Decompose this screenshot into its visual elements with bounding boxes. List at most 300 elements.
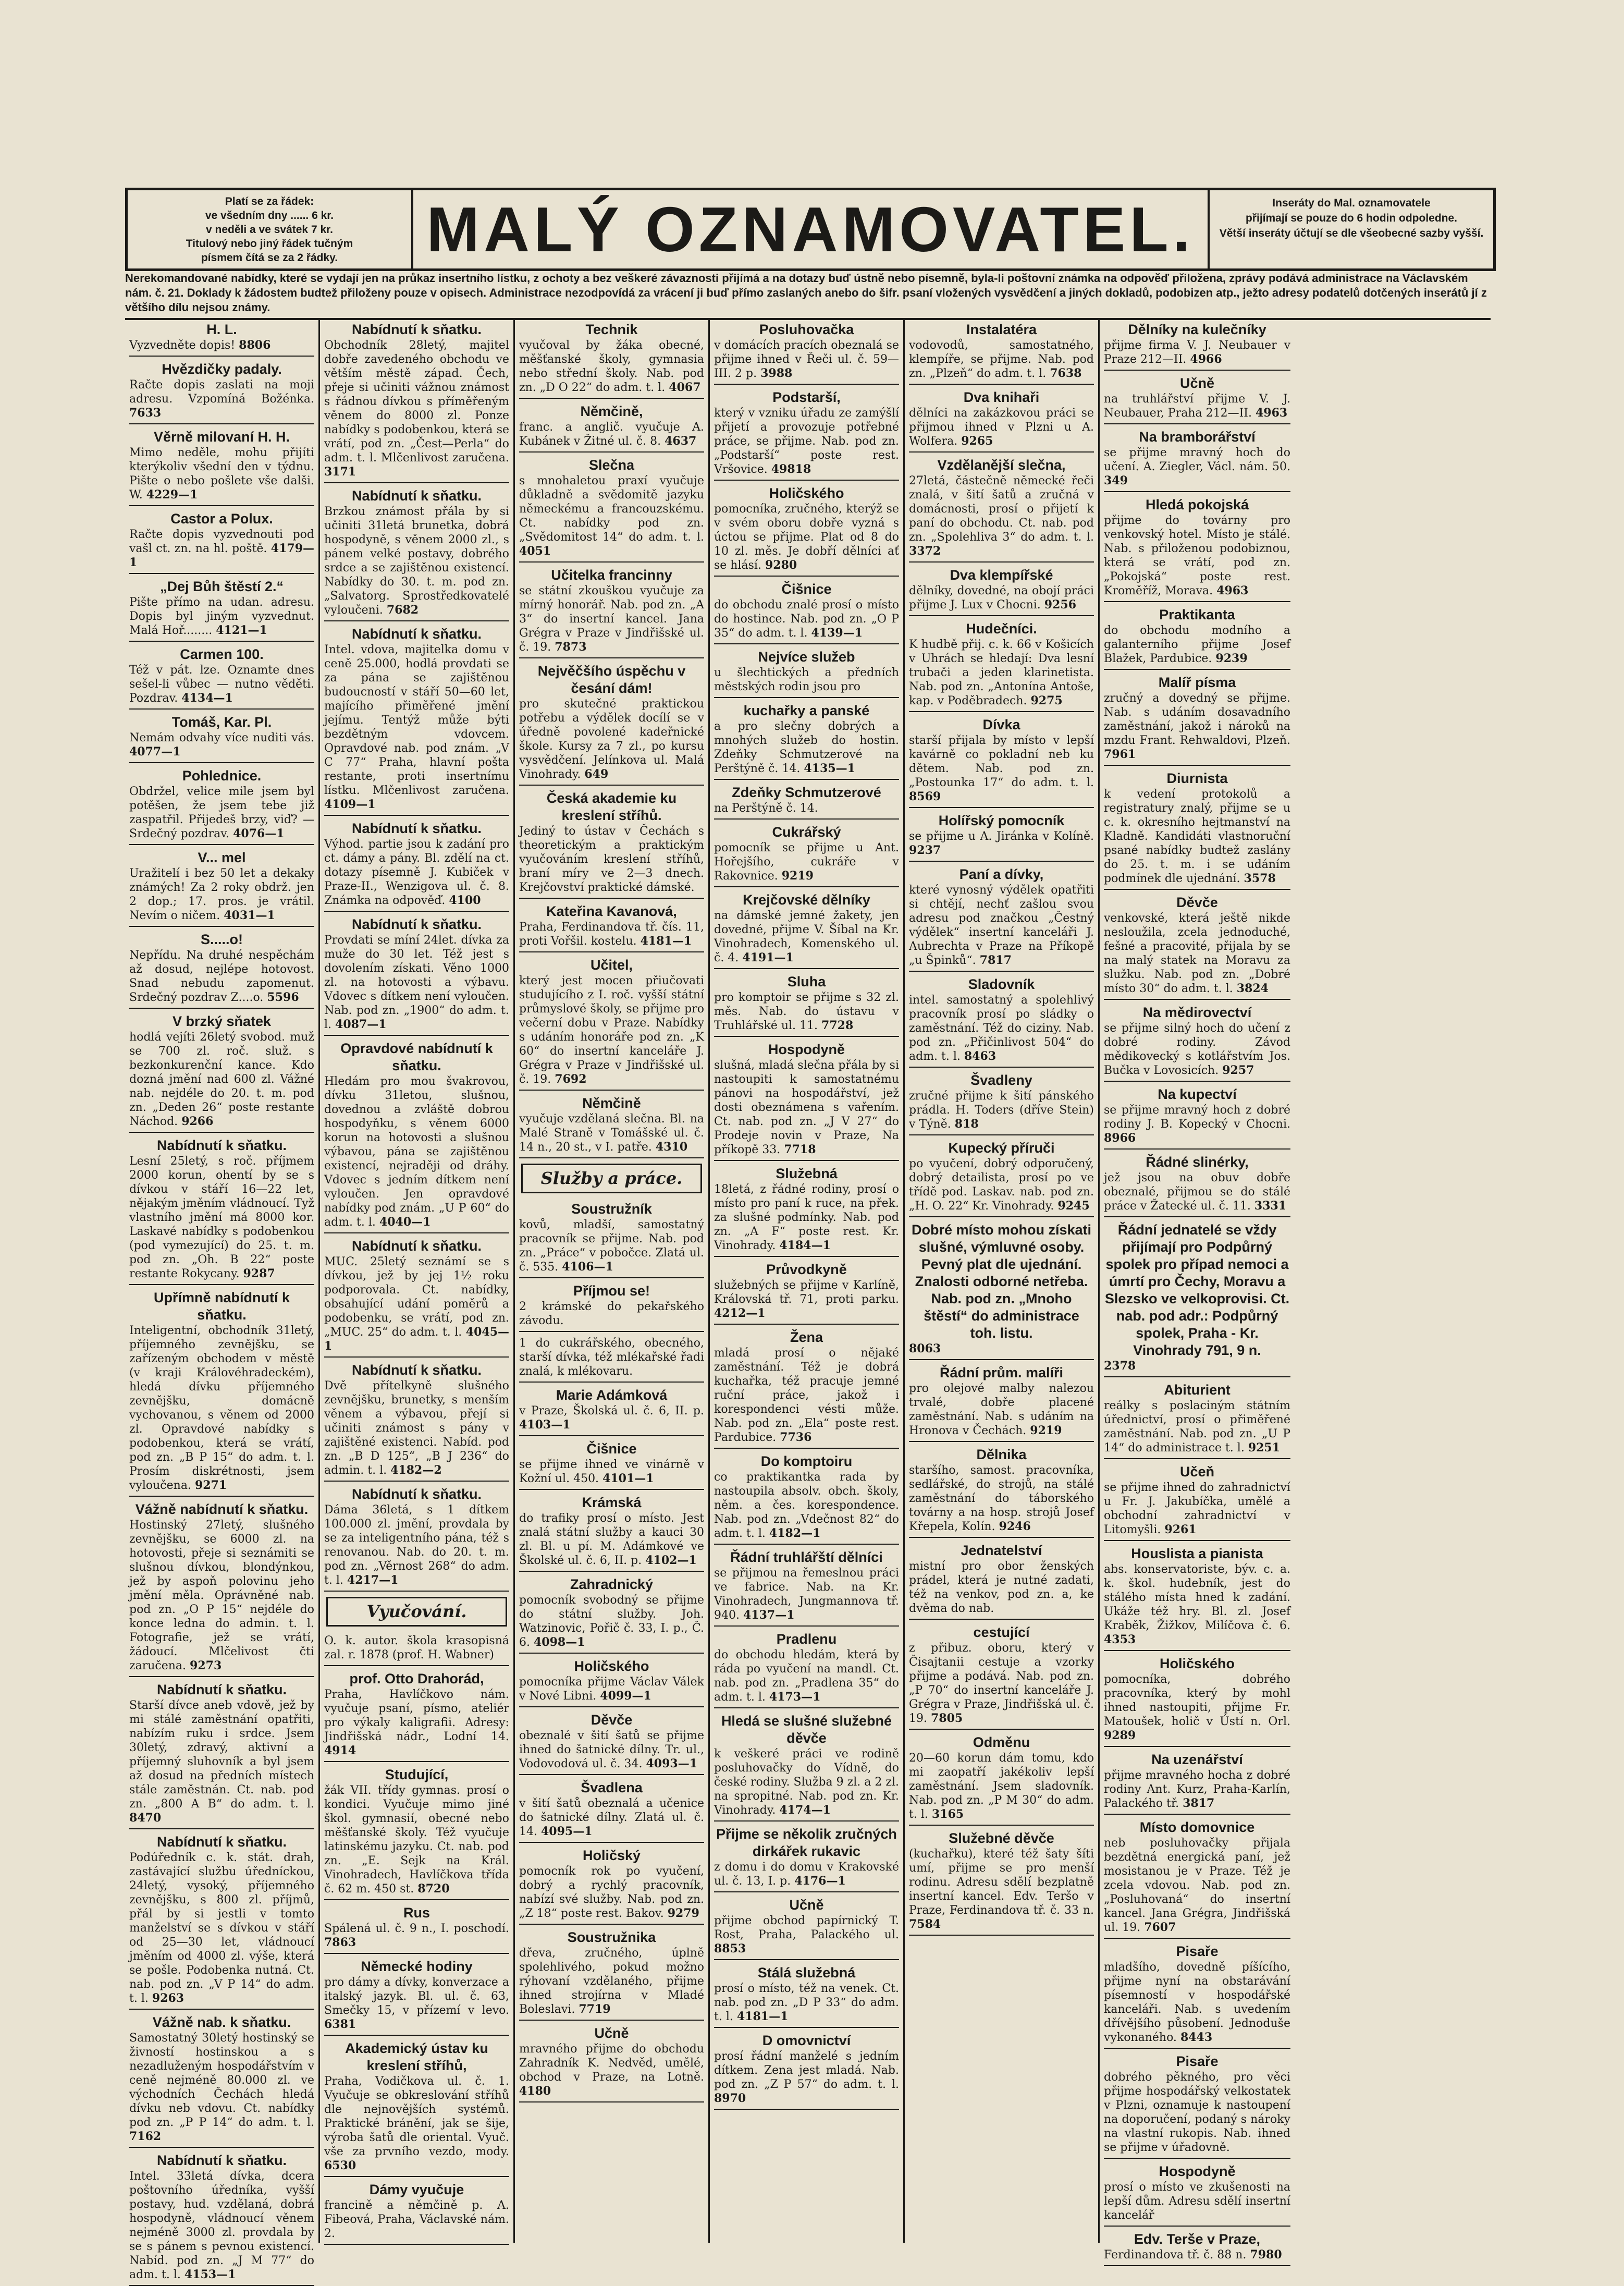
classified-ad [519, 1385, 704, 1436]
ad-body: prosí o místo, též na venek. Ct. nab. pod zn. „D P 33“ do adm. t. l. [714, 1982, 899, 2023]
ad-code: 4098—1 [534, 1635, 585, 1649]
ad-text [324, 1503, 509, 1587]
ad-code: 4184—1 [779, 1239, 831, 1252]
ad-title: Řádní jednatelé se vždy přijímají pro Podpůrný spolek pro případ nemoci a úmrtí pro Čechy, Moravu a Slezsko ve velkoprovisi. Ct. nab. pod adr.: Podpůrný spolek, Praha - Kr. Vinohrady 791, 9 n. [1104, 1222, 1290, 1358]
ad-body: pomocníka, dobrého pracovníka, který by mohl ihned nastoupiti, přijme Fr. Matoušek, holič v Ústí n. Orl. [1104, 1673, 1290, 1728]
column-5 [905, 319, 1100, 2243]
ad-text [519, 1112, 704, 1154]
classified-ad [714, 1547, 899, 1627]
classified-ad [909, 1138, 1094, 1217]
ad-body: a pro slečny dobrých a mnohých služeb do hostin. Zdeňky Schmutzerové na Perštýně č. 14. [714, 720, 899, 775]
ad-code: 9251 [1248, 1441, 1281, 1454]
ad-code: 4135—1 [804, 762, 855, 775]
ad-text [129, 338, 314, 352]
ad-code: 9237 [909, 844, 941, 857]
classified-ad [1104, 2161, 1290, 2227]
ad-body: Račte dopis zaslati na moji adresu. Vzpomíná Božénka. [129, 378, 314, 406]
ad-code: 7633 [129, 406, 162, 420]
ad-body: přijme firma V. J. Neubauer v Praze 212—II. [1104, 339, 1290, 366]
ad-title: Hospodyně [1159, 2163, 1236, 2179]
ad-body: dobrého pěkného, pro věci přijme hospodářský velkostatek v Plzni, oznamuje k nastoupení na doporučení, podaný s nároky na vlastní rukopis. Nab. ihned se přijme v úřadovně. [1104, 2071, 1290, 2154]
ad-text [1104, 911, 1290, 996]
ad-title: Nabídnutí k sňatku. [351, 1486, 482, 1502]
ad-title: Němčině, [580, 404, 643, 419]
ad-title: Diurnista [1166, 771, 1228, 786]
ad-code: 4963 [1256, 406, 1288, 420]
ad-code: 4045—1 [324, 1325, 509, 1353]
ad-text [909, 1089, 1094, 1131]
ad-body: Intel. vdova, majitelka domu v ceně 25.000, hodlá provdati se za pána se zajištěnou budoucností v stáří 50—60 let, majícího přiměřené jmění jejímu. Tentýž může býti bezdětným vdovcem. Opravdové nab. pod znám. „V C 77“ Praha, hlavní pošta restante, proti insertnímu lístku. Mlčenlivost zaručena. [324, 643, 509, 797]
ad-title: Hudečníci. [966, 621, 1037, 637]
ad-body: přijme do továrny pro venkovský hotel. Místo je stálé. Nab. s přiloženou podobiznou, která se vrátí, pod zn. „Pokojská“ poste rest. Kroměříž, Morava. [1104, 514, 1290, 597]
ad-body: (kuchařku), které též šaty šíti umí, přijme se pro menší rodinu. Adresu sdělí bezplatně insertní kancel. Edv. Teršo v Praze, Ferdinandova tř. č. 33 n. [909, 1848, 1094, 1917]
ad-code: 7719 [579, 2002, 611, 2016]
price-line: ve všedním dny ...... 6 kr. [205, 210, 334, 222]
ad-body: Račte dopis vyzvednouti pod vašl ct. zn. na hl. poště. [129, 528, 314, 555]
classified-ad [909, 1540, 1094, 1620]
ad-text [129, 1851, 314, 2006]
classified-ad [1104, 1219, 1290, 1377]
ad-code: 8970 [714, 2092, 746, 2105]
ad-body: O. k. autor. škola krasopisná zal. r. 1878 (prof. H. Wabner) [324, 1634, 509, 1661]
ad-code: 4067 [669, 381, 701, 394]
ad-text [1104, 691, 1290, 762]
ad-code: 4137—1 [743, 1608, 795, 1622]
ad-code: 4106—1 [562, 1260, 613, 1274]
ad-text [1104, 514, 1290, 598]
ad-text [129, 2169, 314, 2282]
ad-title: Akademický ústav ku kreslení stříhů, [345, 2040, 488, 2073]
ad-body: Nepřídu. Na druhé nespěchám až dosud, nejlépe hotovost. Snad nebudu zapomenut. Srdečný pozdrav Z....o. [129, 949, 314, 1004]
ad-code: 649 [584, 767, 609, 781]
classified-ad [909, 1828, 1094, 1936]
ad-body: slušná, mladá slečna přála by si nastoupiti k samostatnému pánovi na hospodářství, jež dosti obeznámena s vařením. Ct. nab. pod zn. „J V 27“ do Prodeje novin v Praze, Na příkopě 33. [714, 1059, 899, 1156]
ad-code: 4914 [324, 1744, 356, 1757]
ad-body: v Praze, Školská ul. č. 6, II. p. [519, 1404, 704, 1417]
ad-body: pro skutečné praktickou potřebu a výdělek docílí se v úředně povolené kadeřnické škole. Kursy za 7 zl., po kursu vysvědčení. Jelínkova ul. Malá Vinohrady. [519, 698, 704, 781]
ad-code: 7863 [324, 1936, 356, 1949]
ad-text [519, 1404, 704, 1432]
price-line: Platí se za řádek: [225, 195, 314, 207]
ad-code: 9275 [1030, 694, 1063, 707]
ad-text [909, 993, 1094, 1063]
ad-code: 4031—1 [224, 909, 275, 922]
ad-title: Soustružnika [567, 1929, 656, 1945]
ad-title: Dámy vyučuje [369, 2182, 464, 2197]
ad-text [129, 663, 314, 705]
ad-code: 7961 [1104, 748, 1136, 761]
ad-title: Německé hodiny [361, 1959, 473, 1974]
classified-ad [714, 1163, 899, 1257]
ad-body: dělníky, dovedné, na obojí práci přijme J. Lux v Chocni. [909, 584, 1094, 612]
ad-body: v domácích pracích obeznalá se přijme ihned v Řeči ul. č. 59—III. 2 p. [714, 339, 899, 380]
classified-ad [129, 2012, 314, 2148]
ad-code: 7682 [386, 603, 419, 617]
ad-title: Učně [1179, 375, 1215, 391]
ad-title: Nabídnutí k sňatku. [156, 1682, 287, 1697]
ad-body: pomocník se přijme u Ant. Hořejšího, cukráře v Rakovnice. [714, 841, 899, 883]
classified-ad [519, 955, 704, 1091]
ad-body: mistní pro obor ženských prádel, která je nutné zadati, též na venkov, pod zn. a, ke dvěma do nab. [909, 1560, 1094, 1615]
classified-ad [324, 1360, 509, 1482]
ad-text [714, 598, 899, 640]
ad-title: S.....o! [201, 932, 243, 947]
classified-ad [714, 646, 899, 698]
classified-ad [1104, 1379, 1290, 1459]
ad-title: Řádní truhlářští dělníci [730, 1549, 883, 1565]
ad-code: 3578 [1244, 872, 1276, 885]
ad-body: prosí řádní manželé s jedním dítkem. Zena jest mladá. Nab. pod zn. „Z P 57“ do adm. t. l. [714, 2050, 899, 2091]
price-box [128, 190, 413, 268]
ad-body: přijme mravného hocha z dobré rodiny Ant. Kurz, Praha-Karlín, Palackého tř. [1104, 1769, 1290, 1810]
ad-title: Kupecký příruči [948, 1140, 1055, 1156]
ad-text [129, 731, 314, 759]
ad-title: Krámská [582, 1495, 642, 1510]
ad-body: intel. samostatný a spolehlivý pracovník prosí po sládky o zaměstnání. Též do ciziny. Nab. pod zn. „Přičinlivost 504“ do adm. t. l. [909, 994, 1094, 1063]
ad-body: s mnohaletou praxí vyučuje důkladně a svědomitě jazyku německému a francouzskému. Ct. nabídky pod zn. „Svědomitost 14“ do adm. t. l. [519, 474, 704, 544]
ad-code: 7638 [1050, 366, 1082, 380]
ad-title: Sladovník [968, 976, 1035, 992]
ad-text [909, 1559, 1094, 1616]
classified-ad [129, 2150, 314, 2286]
ad-text [909, 1641, 1094, 1726]
classified-ad [1104, 319, 1290, 371]
ad-body: Podúředník c. k. stát. drah, zastávající službu úředníckou, 24letý, vysoký, příjemného zevnějšku, s 800 zl. příjmů, přál by si jestli v tomto manželství se s dívkou v stáří od 25—30 let, vládnoucí jměním od 4000 zl. výše, která se pošle. Podobenka nutná. Ct. nab. pod zn. „V P 14“ do adm. t. l. [129, 1851, 314, 2005]
ad-code: 7728 [821, 1019, 854, 1032]
ad-text [714, 338, 899, 381]
classified-ad [129, 359, 314, 424]
classified-ad [324, 485, 509, 621]
deadline-box [1208, 190, 1493, 268]
ad-code: 4353 [1104, 1633, 1136, 1646]
classified-ad [909, 974, 1094, 1068]
ad-text [519, 1864, 704, 1921]
ad-text [714, 1747, 899, 1817]
section-heading: Služby a práce. [521, 1164, 702, 1193]
ad-code: 4101—1 [602, 1472, 654, 1485]
ad-text [1104, 338, 1290, 366]
ad-body: MUC. 25letý seznámí se s dívkou, jež by jej 1½ roku podporovala. Ct. nabídky, obsahující udání poměrů a podobenku, se vrátí, pod zn. „MUC. 25“ do adm. t. l. [324, 1255, 509, 1339]
ad-code: 9280 [765, 558, 797, 572]
ad-code: 4121—1 [216, 624, 267, 637]
ad-title: Švadlena [581, 1780, 643, 1795]
classified-ad [129, 1135, 314, 1285]
ad-body: Ferdinandova tř. č. 88 n. [1104, 2248, 1247, 2261]
ad-body: dělníci na zakázkovou práci se přijmou ihned v Plzni u A. Wolfera. [909, 407, 1094, 448]
ad-title: Učně [789, 1897, 824, 1913]
ad-text [714, 502, 899, 572]
ad-body: se státní zkouškou vyučuje za mírný honorář. Nab. pod zn. „A 3“ do insertní kancel. Jana Grégra v Praze v Jindřišské ul. č. 19. [519, 584, 704, 654]
classified-ad [129, 765, 314, 845]
ad-title: Vzdělanější slečna, [937, 457, 1066, 473]
classified-ad [1104, 1152, 1290, 1217]
classified-ad [1104, 1461, 1290, 1541]
ad-body: pro olejové malby nalezou trvalé, dobře placené zaměstnání. Nab. s udáním na Hronova v Čechách. [909, 1382, 1094, 1437]
ad-title: Česká akademie ku kreslení stříhů. [546, 790, 677, 823]
classified-ad [129, 319, 314, 357]
classified-ad [1104, 1653, 1290, 1747]
ad-text [714, 1648, 899, 1704]
ad-title: Holičského [1159, 1656, 1235, 1671]
ad-code: 3331 [1254, 1199, 1287, 1213]
ad-code: 4229—1 [146, 488, 198, 502]
classified-ad [129, 1011, 314, 1133]
classified-ad [129, 1679, 314, 1829]
classified-ad [519, 1199, 704, 1278]
ad-code: 4182—1 [769, 1526, 821, 1540]
ad-body: Starší dívce aneb vdově, jež by mi stálé zaměstnání opatřiti, nabízím ruku i srdce. Jsem 30letý, zdravý, aktivní a příjemný sluhovník a byl jsem až dosud na předních místech stále zaměstnán. Ct. nab. pod zn. „800 A B“ do adm. t. l. [129, 1699, 314, 1811]
ad-body: žák VII. třídy gymnas. prosí o kondici. Vyučuje mimo jiné škol. gymnasií, obecné nebo měšťanské školy. Též vyučuje latinskému jazyku. Ct. nab. pod zn. „E. Sejk na Král. Vinohradech, Havlíčkova třída č. 62 m. 450 st. [324, 1784, 509, 1896]
ad-text [129, 1324, 314, 1493]
ad-text [324, 1255, 509, 1353]
ad-text [129, 1698, 314, 1825]
ad-text [714, 1470, 899, 1541]
ad-text [714, 1278, 899, 1321]
classified-ad [1104, 426, 1290, 492]
classified-ad [1104, 494, 1290, 602]
ad-code: 7817 [979, 953, 1012, 967]
ad-code: 4076—1 [233, 827, 285, 840]
ad-code: 4310 [655, 1140, 688, 1154]
classified-ad [324, 1956, 509, 2036]
ad-code: 7805 [931, 1712, 963, 1725]
ad-text [909, 883, 1094, 968]
classified-ad [324, 2179, 509, 2245]
classified-ad [714, 1451, 899, 1545]
classified-ad [324, 319, 509, 483]
classified-ad [909, 455, 1094, 563]
ad-text [1104, 1768, 1290, 1811]
ad-text [1104, 1103, 1290, 1145]
ad-title: Posluhovačka [759, 322, 854, 337]
ad-text [324, 1634, 509, 1662]
classified-ad [129, 1499, 314, 1677]
ad-body: jež jsou na obuv dobře obeznalé, přijmou se do stálé práce v Žatecké ul. č. 11. [1104, 1171, 1290, 1213]
classified-ad [519, 1709, 704, 1775]
ad-title: Castor a Polux. [170, 511, 273, 527]
ad-text [324, 643, 509, 812]
ad-body: reálky s poslaciným státním úřednictví, prosí o přiměřené zaměstnání. Nab. pod zn. „U P 14“ do administrace t. l. [1104, 1399, 1290, 1454]
ad-title: Zdeňky Schmutzerové [732, 785, 881, 800]
classified-ad [324, 1038, 509, 1233]
ad-text [714, 801, 899, 815]
ad-text [519, 974, 704, 1086]
ad-body: francině a němčině p. A. Fibeová, Praha, Václavské nám. 2. [324, 2199, 509, 2240]
deadline-line: přijímají se pouze do 6 hodin odpoledne. [1245, 212, 1458, 224]
ad-text [324, 1379, 509, 1477]
ad-text [129, 785, 314, 841]
ad-code: 8470 [129, 1811, 162, 1825]
ad-title: Holířský pomocník [938, 813, 1065, 828]
ad-body: po vyučení, dobrý odporučený, dobrý detailista, prosí po ve třídě pod. Laskav. nab. pod zn. „H. O. 22“ Kr. Vinohrady. [909, 1157, 1094, 1213]
classified-ad [129, 712, 314, 763]
newspaper-page [104, 172, 1511, 2281]
ad-title: Opravdové nabídnutí k sňatku. [340, 1041, 493, 1073]
classified-ad [1104, 892, 1290, 1000]
ad-body: pro dámy a dívky, konverzace a italský jazyk. Bl. ul. č. 63, Smečky 15, v přízemí v levo. [324, 1976, 509, 2017]
ad-code: 4099—1 [600, 1689, 651, 1703]
ad-title: Nejvíce služeb [758, 649, 855, 665]
ad-code: 8966 [1104, 1131, 1136, 1145]
ad-title: Čišnice [586, 1441, 637, 1457]
ad-body: se přijmou na řemeslnou práci ve fabrice. Nab. na Kr. Vinohradech, Jungmannova tř. 940. [714, 1567, 899, 1622]
ad-code: 8853 [714, 1942, 746, 1955]
ad-code: 4102—1 [645, 1554, 697, 1567]
ad-code: 4173—1 [769, 1690, 821, 1704]
ad-body: které vynosný výdělek opatřiti si chtějí, nechť zašlou svou adresu pod značkou „Čestný výdělek“ insertní kanceláři J. Aubrechta v Praze na Příkopě „u Špinků“. [909, 884, 1094, 967]
ad-text [714, 406, 899, 476]
ad-body: abs. konservatoriste, býv. c. a. k. škol. hudebník, jest do stálého místa hned k zadání. Ukáže též hry. Bl. zl. Josef Kraběk, Žižkov, Milíčova č. 6. [1104, 1563, 1290, 1632]
ad-text [129, 2031, 314, 2144]
ad-text [324, 1074, 509, 1229]
ad-code: 4637 [665, 434, 697, 448]
ad-body: Praha, Ferdinandova tř. čís. 11, proti Vořšil. kostelu. [519, 921, 704, 948]
classified-ad [324, 624, 509, 816]
ad-code: 9263 [152, 1991, 184, 2005]
ad-body: 27letá, částečně německé řeči znalá, v šití šatů a zručná v domácnosti, prosí o přijetí k paní do obchodu. Ct. nab. pod zn. „Spolehliva 3“ do adm. t. l. [909, 474, 1094, 544]
ad-title: Podstarší, [772, 389, 841, 405]
ad-body: Též v pát. lze. Oznamte dnes sešel-li vůbec — nutno věděti. Pozdrav. [129, 664, 314, 705]
ad-body: Lesní 25letý, s roč. příjmem 2000 korun, ohentí by se s dívkou v stáří 16—22 let, nějakým jměním vládnoucí. Tyž vlastního jmění má 8000 kor. Laskavé nabídky s podobenkou (pod vymezující) do 25. t. m. pod zn. „Oh. B 22“ poste restante Rokycany. [129, 1155, 314, 1280]
ad-title: Pohlednice. [182, 768, 262, 784]
ad-text [129, 1518, 314, 1673]
ad-text [1104, 2248, 1290, 2262]
ad-text [129, 948, 314, 1005]
ad-text [129, 1030, 314, 1129]
classified-ad [129, 1831, 314, 2010]
classified-ad [1104, 1543, 1290, 1651]
ad-text [129, 378, 314, 420]
ad-body: obeznalé v šití šatů se přijme ihned do šatnické dílny. Tr. ul., Vodovodová ul. č. 34. [519, 1729, 704, 1770]
ad-body: neb posluhovačky přijala bezdětná energická paní, jež mosistanou je v Praze. Též je zcela vdovou. Nab. pod zn. „Posluhovaná“ do insertní kancel. Jana Grégra, Jindřišská ul. 19. [1104, 1837, 1290, 1934]
ad-code: 6381 [324, 2018, 356, 2031]
ad-code: 7736 [780, 1431, 812, 1444]
ad-title: Na mědirovectví [1142, 1005, 1252, 1020]
ad-code: 4181—1 [640, 934, 692, 948]
ad-title: Na uzenářství [1151, 1752, 1243, 1767]
classified-ad [519, 1574, 704, 1654]
classified-ad [129, 508, 314, 574]
ad-text [519, 1458, 704, 1486]
ad-title: Hledá pokojská [1145, 497, 1249, 512]
ad-body: mladšího, dovedně píšícího, přijme nyní na obstarávání písemností v hospodářské kanceláři. Nab. s uvedením dřívějšího působení. Jednoduše vykonaného. [1104, 1961, 1290, 2044]
ad-title: Služebná [776, 1166, 838, 1181]
ad-code: 7607 [1144, 1921, 1176, 1934]
classified-ad [324, 914, 509, 1036]
ad-text [519, 474, 704, 558]
ad-title: Přijme se několik zručných dirkářek rukavic [716, 1826, 897, 1859]
ad-text [324, 2074, 509, 2173]
ad-title: Učitelka francinny [551, 567, 672, 583]
ad-body: pro komptoir se přijme s 32 zl. měs. Nab. do ústavu v Truhlářské ul. 11. [714, 991, 899, 1032]
ad-text [1104, 624, 1290, 666]
ad-code: 7162 [129, 2130, 162, 2143]
ad-body: Nemám odvahy více nuditi vás. [129, 731, 314, 744]
ad-text [519, 1593, 704, 1649]
classified-ad [714, 700, 899, 780]
ad-code: 4087—1 [335, 1018, 387, 1031]
ad-body: Dvě přítelkyně slušného zevnějšku, brunetky, s menším věnem a výbavou, přejí si učiniti známost s pány v zajištěné existenci. Nabíd. pod zn. „B D 125“, „B J 236“ do admin. t. l. [324, 1379, 509, 1477]
ad-body: mladá prosí o nějaké zaměstnání. Též je dobrá kuchařka, též pracuje jemné ruční práce, jakož i korespondenci vésti může. Nab. pod zn. „Ela“ poste rest. Pardubice. [714, 1347, 899, 1444]
ad-title: Děvče [1176, 895, 1218, 910]
ad-code: 4040—1 [379, 1215, 431, 1229]
classified-ad [909, 1622, 1094, 1730]
ad-code: 4051 [519, 544, 551, 558]
ad-body: Výhod. partie jsou k zadání pro ct. dámy a pány. Bl. zdělí na ct. dotazy písemně J. Kubiček v Praze-II., Wenzigova ul. č. 8. Známka na odpověď. [324, 838, 509, 907]
ad-text [324, 837, 509, 908]
ad-text [129, 595, 314, 638]
classified-ad [714, 1039, 899, 1161]
ad-title: Slečna [588, 457, 635, 473]
ad-title: kuchařky a panské [743, 703, 870, 718]
ad-text [519, 697, 704, 781]
ad-code: 3165 [931, 1807, 964, 1821]
ad-text [519, 420, 704, 448]
ad-code: 4191—1 [742, 951, 794, 964]
price-line: v neděli a ve svátek 7 kr. [205, 224, 333, 236]
ad-body: k vedení protokolů a registratury znalý, přijme se u c. k. okresního hejtmanství na Kladně. Kandidáti vlastnoruční psané nabídky budtež zaslány do 25. t. m. i se udáním podmínek dle ujednání. [1104, 788, 1290, 885]
ad-code: 8569 [909, 790, 941, 803]
ad-title: V... mel [198, 850, 246, 865]
ad-body: vyučoval by žáka obecné, měšťanské školy, gymnasia nebo střední školy. Nab. pod zn. „D O 22“ do adm. t. l. [519, 339, 704, 394]
ad-code: 4103—1 [519, 1418, 571, 1432]
ad-body: prosí o místo ve zkušenosti na lepší dům. Adresu sdělí insertní kancelář [1104, 2181, 1290, 2222]
ad-text [1104, 1359, 1290, 1373]
classified-ad [714, 1894, 899, 1960]
ad-body: pomocník svobodný se přijme do státní služby. Joh. Watzinovic, Pořič č. 33, I. p., Č. 6. [519, 1594, 704, 1649]
ad-title: Nabídnutí k sňatku. [156, 1138, 287, 1153]
ad-body: Praha, Vodičkova ul. č. 1. Vyučuje se obkreslování stříhů dle nejnovějších systémů. Praktické bránění, jak se šije, výroba šatů dle oriental. Vyuč. vše za prvního vezdo, mody. [324, 2075, 509, 2158]
ad-body: služebných se přijme v Karlíně, Královská tř. 71, proti parku. [714, 1279, 899, 1306]
ad-title: Technik [585, 322, 638, 337]
ad-code: 3372 [909, 544, 941, 558]
ad-text [519, 1946, 704, 2016]
ad-text [1104, 1672, 1290, 1743]
ad-body: v šití šatů obeznalá a učenice do šatnické dílny. Zlatá ul. č. 14. [519, 1797, 704, 1838]
classified-ad [519, 401, 704, 453]
ad-text [909, 829, 1094, 858]
ad-title: H. L. [206, 322, 237, 337]
ad-code: 7692 [555, 1072, 587, 1086]
ad-title: Dobré místo mohou získati slušné, výmluvné osoby. Pevný plat dle ujednání. Znalosti odborné netřeba. Nab. pod zn. „Mnoho štěstí“ do administrace toh. listu. [911, 1222, 1092, 1341]
ad-body: do obchodu modního a galanterního přijme Josef Blažek, Pardubice. [1104, 624, 1290, 665]
ad-text [909, 338, 1094, 381]
ad-body: kovů, mladší, samostatný pracovník se přijme. Nab. pod zn. „Práce“ v pobočce. Zlatá ul. č. 535. [519, 1218, 704, 1274]
ad-text [909, 638, 1094, 708]
classified-ad [1104, 1002, 1290, 1082]
ad-body: pomocník rok po vyučení, dobrý a rychlý pracovník, nabízí své služby. Nab. pod zn. „Z 18“ poste rest. Bakov. [519, 1865, 704, 1920]
ad-body: K hudbě přij. c. k. 66 v Košicích v Uhrách se hledají: Dva lesní trubači a jeden klarinetista. Nab. pod zn. „Antonína Antoše, kap. v Poděbradech. [909, 638, 1094, 707]
ad-title: Místo domovnice [1139, 1819, 1255, 1835]
ad-code: 3171 [324, 465, 356, 479]
ad-body: se přijme mravný hoch do učení. A. Ziegler, Václ. nám. 50. [1104, 446, 1290, 473]
ad-text [324, 505, 509, 617]
classified-ad [1104, 1941, 1290, 2049]
ad-title: Dva klempířské [950, 567, 1053, 583]
classified-ad [519, 661, 704, 786]
ad-body: starší přijala by místo v lepší kavárně co pokladní neb ku dětem. Nab. pod zn. „Postounka 17“ do adm. t. l. [909, 734, 1094, 789]
ad-code: 4176—1 [794, 1874, 846, 1888]
classified-ad [714, 579, 899, 644]
classified-ad [1104, 672, 1290, 766]
ad-title: Stálá služebná [757, 1965, 856, 1981]
ad-title: V brzký sňatek [172, 1013, 272, 1029]
ad-body: Provdati se míní 24let. dívka za muže do 30 let. Též jest s dovolením získati. Věno 1000 zl. na hotovosti a výbavu. Vdovec s dítkem není vyloučen. Nab. pod zn. „1900“ do adm. t. l. [324, 934, 509, 1031]
ad-code: 7980 [1250, 2248, 1282, 2261]
ad-code: 4153—1 [184, 2268, 236, 2281]
classified-ad [714, 889, 899, 969]
price-line: Titulový nebo jiný řádek tučným [186, 238, 353, 250]
